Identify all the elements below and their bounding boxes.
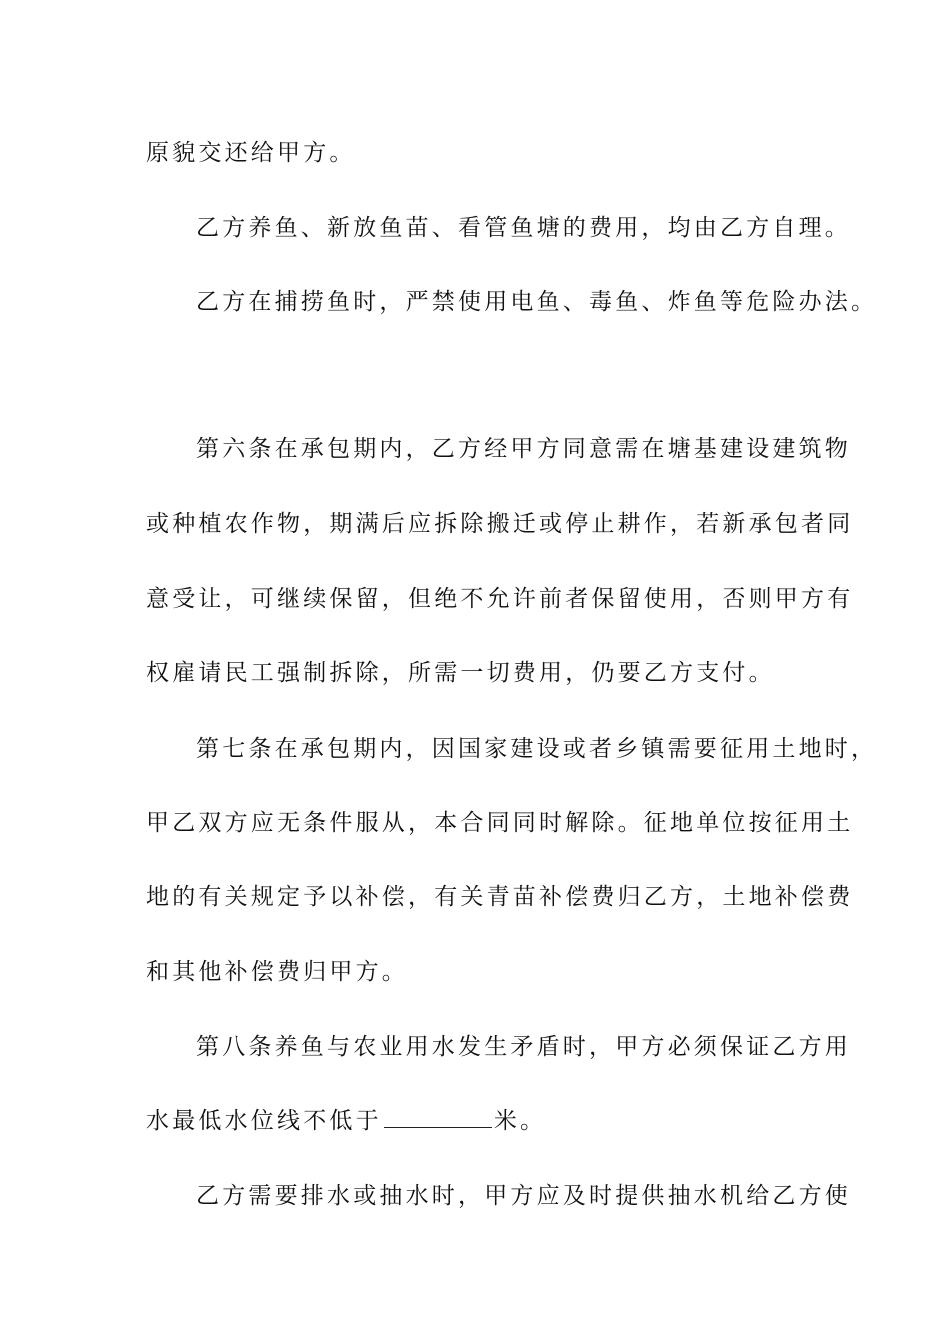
paragraph-line: 乙方养鱼、新放鱼苗、看管鱼塘的费用，均由乙方自理。 bbox=[196, 215, 851, 241]
water-line-text-after: 米。 bbox=[493, 1108, 547, 1134]
paragraph-line: 乙方需要排水或抽水时，甲方应及时提供抽水机给乙方使 bbox=[196, 1183, 851, 1209]
paragraph-line: 第八条养鱼与农业用水发生矛盾时，甲方必须保证乙方用 bbox=[196, 1034, 851, 1060]
paragraph-line: 意受让，可继续保留，但绝不允许前者保留使用，否则甲方有 bbox=[146, 586, 854, 612]
paragraph-line: 第七条在承包期内，因国家建设或者乡镇需要征用土地时， bbox=[196, 736, 878, 762]
water-line-text-before: 水最低水位线不低于 bbox=[146, 1108, 382, 1134]
paragraph-line: 第六条在承包期内，乙方经甲方同意需在塘基建设建筑物 bbox=[196, 436, 851, 462]
paragraph-line: 权雇请民工强制拆除，所需一切费用，仍要乙方支付。 bbox=[146, 660, 775, 686]
paragraph-line: 原貌交还给甲方。 bbox=[146, 140, 356, 166]
fill-in-blank[interactable] bbox=[384, 1107, 492, 1128]
paragraph-line: 或种植农作物，期满后应拆除搬迁或停止耕作，若新承包者同 bbox=[146, 511, 854, 537]
paragraph-line: 乙方在捕捞鱼时，严禁使用电鱼、毒鱼、炸鱼等危险办法。 bbox=[196, 289, 878, 315]
paragraph-line: 甲乙双方应无条件服从，本合同同时解除。征地单位按征用土 bbox=[146, 810, 854, 836]
paragraph-line: 和其他补偿费归甲方。 bbox=[146, 959, 408, 985]
paragraph-line-with-blank bbox=[146, 1106, 546, 1136]
paragraph-line: 地的有关规定予以补偿，有关青苗补偿费归乙方，土地补偿费 bbox=[146, 884, 854, 910]
